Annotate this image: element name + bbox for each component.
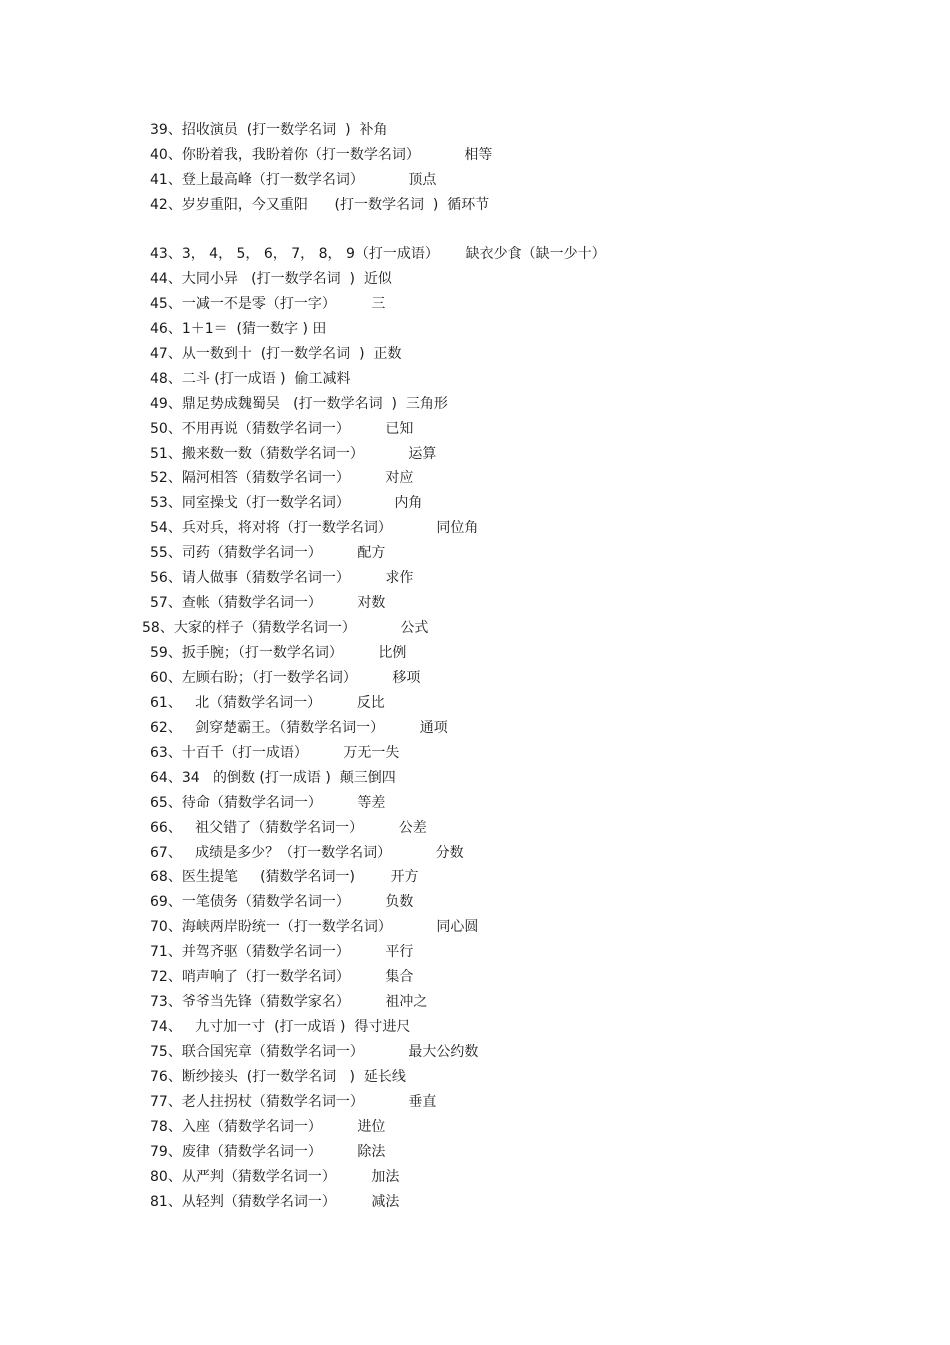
riddle-line-54: 54、兵对兵，将对将（打一数学名词） 同位角 <box>150 520 479 536</box>
riddle-line-39: 39、招收演员 (打一数学名词 ) 补角 <box>150 122 388 138</box>
riddle-line-76: 76、断纱接头 (打一数学名词 ) 延长线 <box>150 1069 406 1085</box>
riddle-line-50: 50、不用再说（猜数学名词一） 已知 <box>150 421 414 437</box>
riddle-line-79: 79、废律（猜数学名词一） 除法 <box>150 1144 386 1160</box>
riddle-line-49: 49、鼎足势成魏蜀吴 (打一数学名词 ) 三角形 <box>150 396 448 412</box>
riddle-line-52: 52、隔河相答（猜数学名词一） 对应 <box>150 470 414 486</box>
riddle-line-58: 58、大家的样子（猜数学名词一） 公式 <box>142 620 429 636</box>
riddle-line-69: 69、一笔债务（猜数学名词一） 负数 <box>150 894 414 910</box>
riddle-line-81: 81、从轻判（猜数学名词一） 减法 <box>150 1194 400 1210</box>
riddle-line-66: 66、 祖父错了（猜数学名词一） 公差 <box>150 820 427 836</box>
riddle-line-46: 46、1＋1＝ (猜一数字 ) 田 <box>150 321 327 337</box>
riddle-line-47: 47、从一数到十 (打一数学名词 ) 正数 <box>150 346 402 362</box>
riddle-line-61: 61、 北（猜数学名词一） 反比 <box>150 695 385 711</box>
riddle-line-56: 56、请人做事（猜数学名词一） 求作 <box>150 570 414 586</box>
riddle-line-55: 55、司药（猜数学名词一） 配方 <box>150 545 386 561</box>
riddle-line-65: 65、待命（猜数学名词一） 等差 <box>150 795 386 811</box>
riddle-line-41: 41、登上最高峰（打一数学名词） 顶点 <box>150 172 437 188</box>
riddle-line-44: 44、大同小异 (打一数学名词 ) 近似 <box>150 271 392 287</box>
riddle-line-42: 42、岁岁重阳，今又重阳 (打一数学名词 ) 循环节 <box>150 197 490 213</box>
riddle-line-68: 68、医生提笔 (猜数学名词一) 开方 <box>150 869 419 885</box>
riddle-line-78: 78、入座（猜数学名词一） 进位 <box>150 1119 386 1135</box>
riddle-line-62: 62、 剑穿楚霸王。（猜数学名词一） 通项 <box>150 720 448 736</box>
riddle-line-73: 73、爷爷当先锋（猜数学家名） 祖冲之 <box>150 994 428 1010</box>
riddle-line-74: 74、 九寸加一寸 (打一成语 ) 得寸进尺 <box>150 1019 411 1035</box>
riddle-line-67: 67、 成绩是多少？（打一数学名词） 分数 <box>150 845 464 861</box>
riddle-line-71: 71、并驾齐驱（猜数学名词一） 平行 <box>150 944 414 960</box>
riddle-line-53: 53、同室操戈（打一数学名词） 内角 <box>150 495 423 511</box>
riddle-line-48: 48、二斗 (打一成语 ) 偷工减料 <box>150 371 351 387</box>
riddle-line-51: 51、搬来数一数（猜数学名词一） 运算 <box>150 446 437 462</box>
riddle-line-60: 60、左顾右盼；（打一数学名词） 移项 <box>150 670 421 686</box>
riddle-line-64: 64、34 的倒数 (打一成语 ) 颠三倒四 <box>150 770 396 786</box>
riddle-line-70: 70、海峡两岸盼统一（打一数学名词） 同心圆 <box>150 919 479 935</box>
riddle-line-43: 43、3， 4， 5， 6， 7， 8， 9（打一成语） 缺衣少食（缺一少十） <box>150 246 606 262</box>
riddle-line-63: 63、十百千（打一成语） 万无一失 <box>150 745 400 761</box>
riddle-line-72: 72、哨声响了（打一数学名词） 集合 <box>150 969 414 985</box>
riddle-line-57: 57、查帐（猜数学名词一） 对数 <box>150 595 386 611</box>
riddle-line-40: 40、你盼着我，我盼着你（打一数学名词） 相等 <box>150 147 493 163</box>
riddle-line-75: 75、联合国宪章（猜数学名词一） 最大公约数 <box>150 1044 479 1060</box>
riddle-line-59: 59、扳手腕；（打一数学名词） 比例 <box>150 645 407 661</box>
riddle-line-80: 80、从严判（猜数学名词一） 加法 <box>150 1169 400 1185</box>
riddle-line-77: 77、老人拄拐杖（猜数学名词一） 垂直 <box>150 1094 437 1110</box>
riddle-line-45: 45、一减一不是零（打一字） 三 <box>150 296 386 312</box>
